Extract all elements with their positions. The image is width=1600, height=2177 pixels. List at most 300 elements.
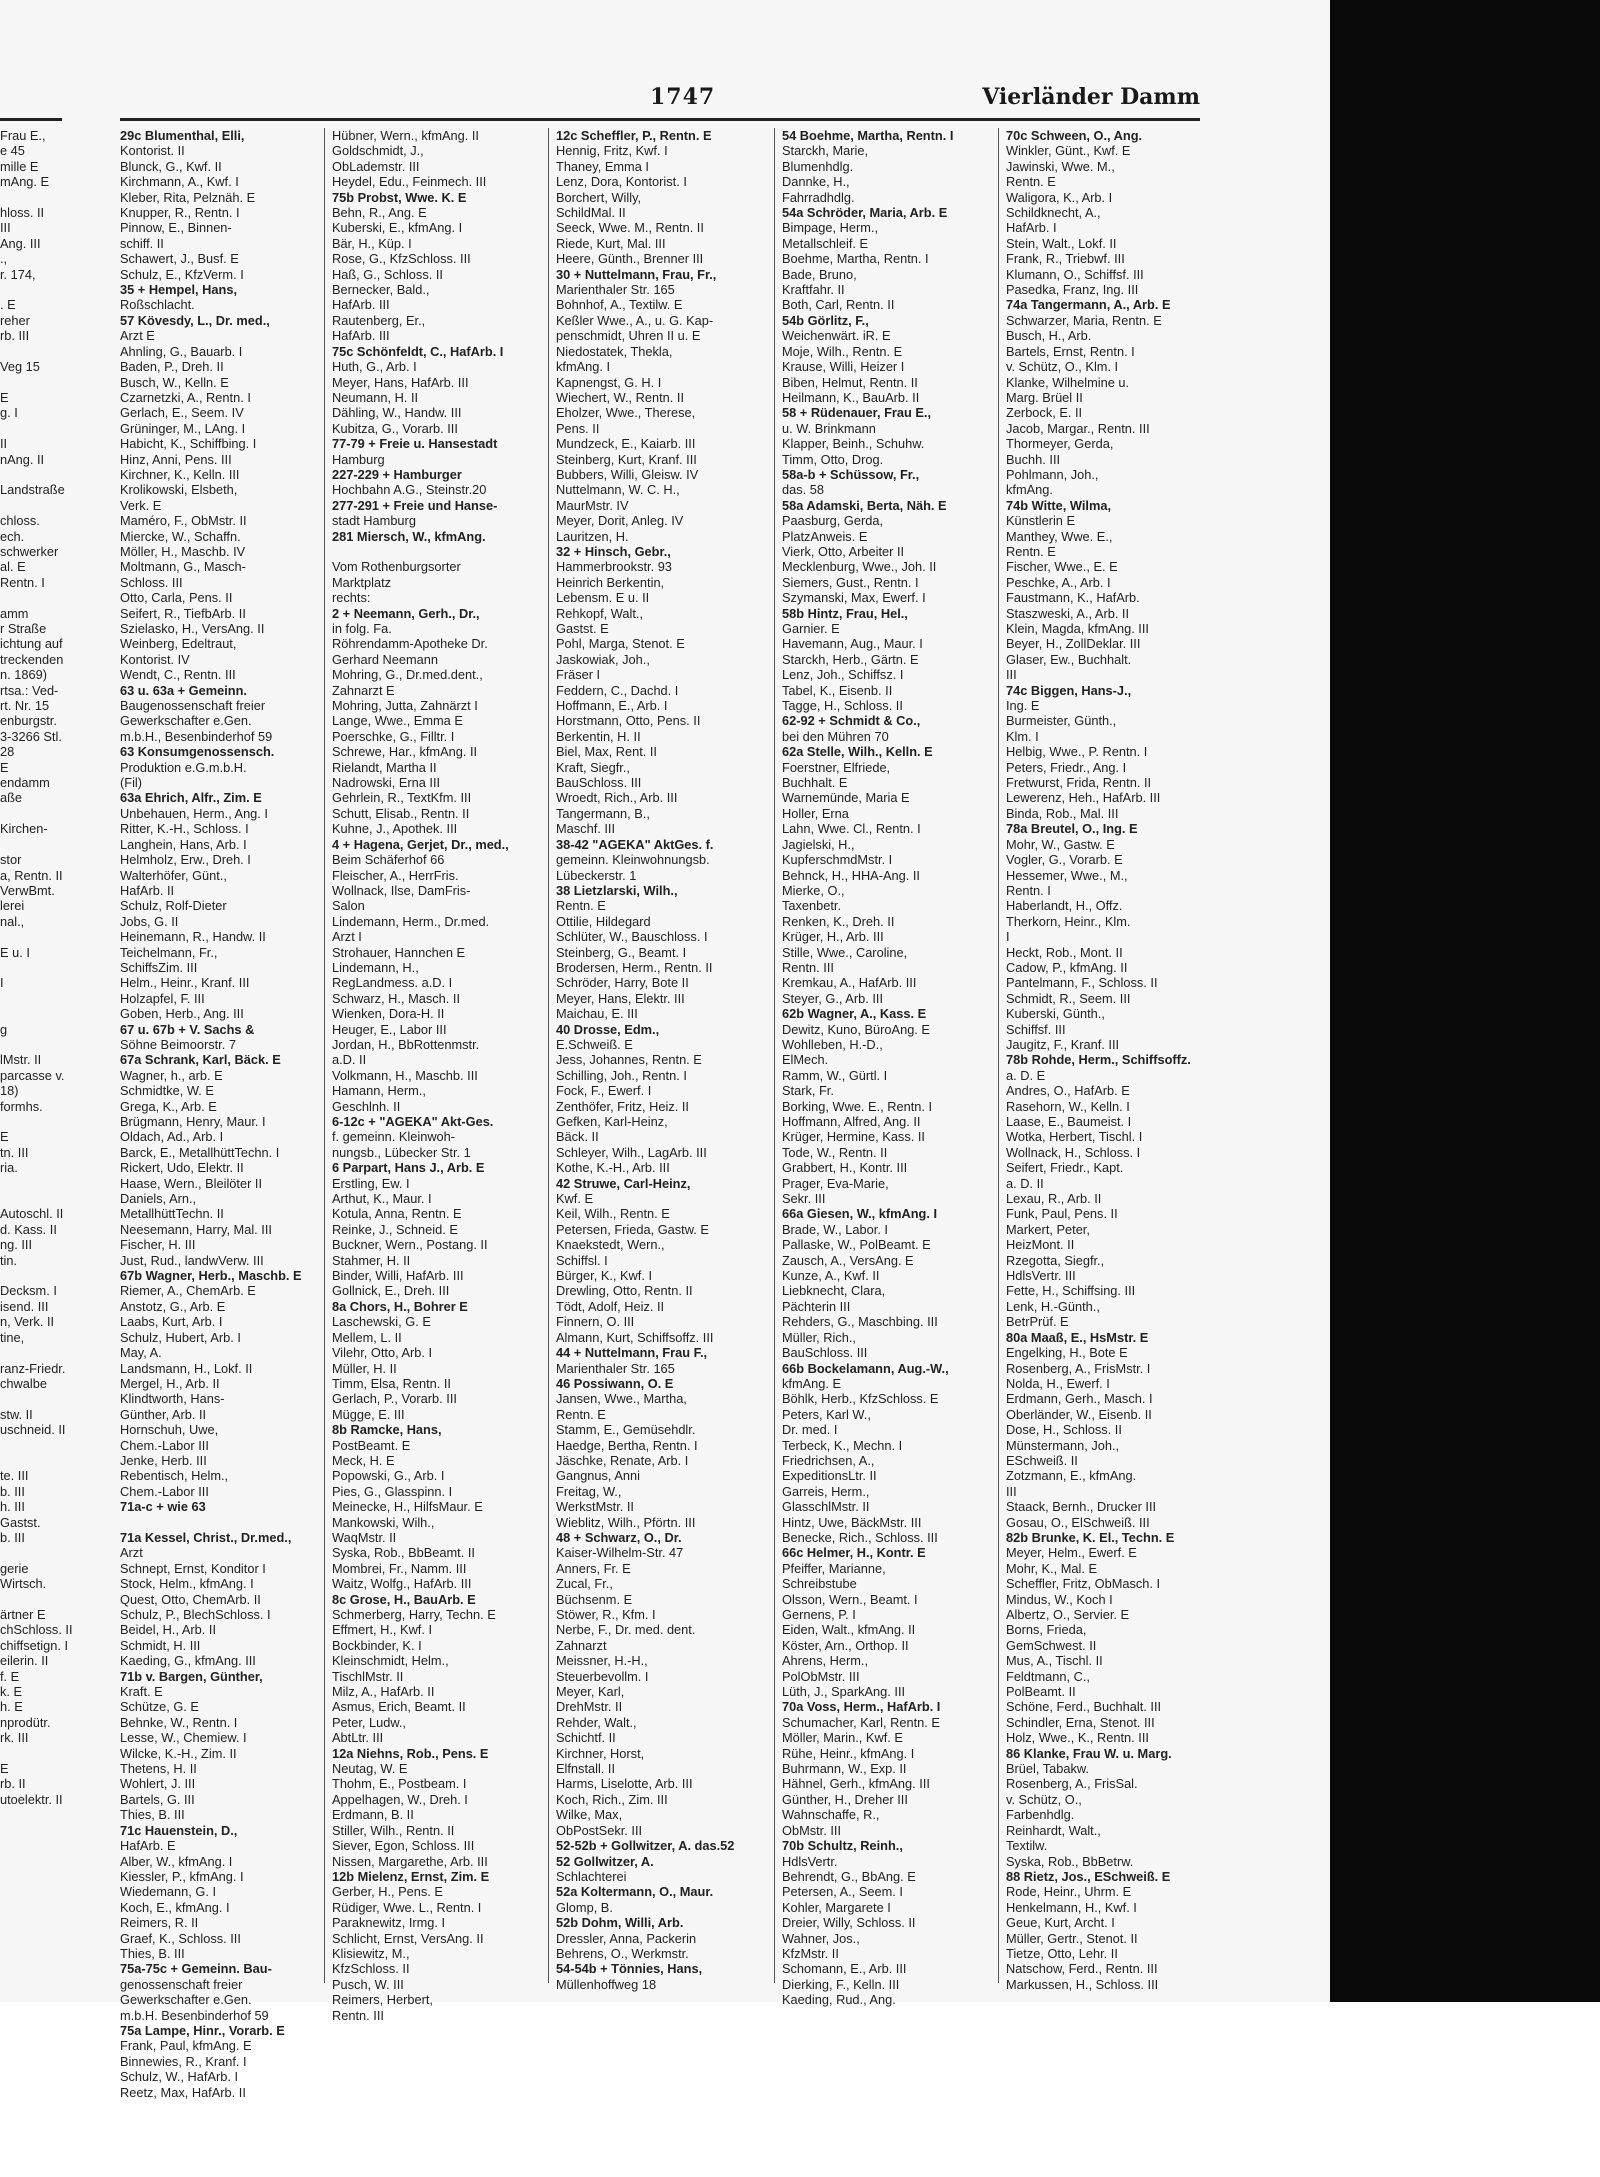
directory-line: Binda, Rob., Mal. III (1006, 805, 1119, 821)
directory-line: SchildMal. II (556, 205, 626, 221)
fragment-line: stw. II (0, 1406, 33, 1422)
fragment-line: mille E (0, 158, 39, 174)
directory-line: Both, Carl, Rentn. II (782, 297, 895, 313)
directory-line: Eiden, Walt., kfmAng. II (782, 1622, 916, 1638)
directory-line: Pies, G., Glasspinn. I (332, 1483, 453, 1499)
directory-line: Baugenossenschaft freier (120, 698, 266, 714)
directory-line: ObPostSekr. III (556, 1822, 643, 1838)
fragment-line: isend. III (0, 1298, 49, 1314)
directory-line: Szymanski, Max, Ewerf. I (782, 590, 926, 606)
fragment-line: r. 174, (0, 266, 36, 282)
directory-line: Arzt I (332, 929, 362, 945)
fragment-line: Veg 15 (0, 359, 40, 375)
directory-line: Rehkopf, Walt., (556, 605, 644, 621)
directory-line: Mus, A., Tischl. II (1006, 1653, 1103, 1669)
directory-line: Mombrei, Fr., Namm. III (332, 1560, 467, 1576)
directory-line: Albertz, O., Servier. E (1006, 1607, 1130, 1622)
directory-line: Thaney, Emma I (556, 158, 649, 174)
fragment-line: Ang. III (0, 235, 41, 251)
directory-line: Jäschke, Renate, Arb. I (556, 1452, 689, 1468)
directory-line: ElMech. (782, 1052, 829, 1068)
directory-line: Müller, Rich., (782, 1329, 856, 1345)
fragment-line: enburgstr. (0, 713, 57, 729)
directory-line: Oberländer, W., Eisenb. II (1006, 1406, 1152, 1422)
directory-line: Olsson, Wern., Beamt. I (782, 1591, 918, 1607)
directory-line: Schreibstube (782, 1576, 857, 1592)
directory-line: Dewitz, Kuno, BüroAng. E (782, 1021, 930, 1037)
fragment-line: Decksm. I (0, 1283, 57, 1299)
directory-line: GlasschlMstr. II (782, 1499, 870, 1515)
column-divider (774, 128, 775, 1983)
directory-line: Warnemünde, Maria E (782, 790, 910, 806)
directory-line: Röhrendamm-Apotheke Dr. (332, 636, 488, 652)
directory-line: Stamm, E., Gemüsehdlr. (556, 1422, 696, 1438)
directory-line: Lauritzen, H. (556, 528, 629, 544)
directory-line: Tabel, K., Eisenb. II (782, 682, 893, 698)
directory-line: stadt Hamburg (332, 513, 416, 529)
directory-line: Zotzmann, E., kfmAng. (1006, 1468, 1137, 1484)
directory-line: KfzMstr. II (782, 1945, 839, 1961)
directory-line: Barck, E., MetallhüttTechn. I (120, 1144, 280, 1160)
directory-line: Keßler Wwe., A., u. G. Kap- (556, 312, 714, 328)
directory-line: 66c Helmer, H., Kontr. E (782, 1545, 926, 1561)
directory-line: Ottilie, Hildegard (556, 913, 651, 929)
directory-line: Schröder, Harry, Bote II (556, 975, 689, 991)
fragment-line: gerie (0, 1560, 29, 1576)
directory-line: Knaekstedt, Wern., (556, 1237, 665, 1253)
directory-line: Manthey, Wwe. E., (1006, 528, 1113, 544)
fragment-line: Landstraße (0, 482, 65, 498)
directory-line: Roßschlacht. (120, 297, 195, 313)
directory-line: Schleyer, Wilh., LagArb. III (556, 1144, 707, 1160)
directory-line: Rode, Heinr., Uhrm. E (1006, 1884, 1132, 1900)
directory-line: Rentn. E (556, 1406, 606, 1422)
directory-line: Salon (332, 898, 365, 914)
directory-line: Lüth, J., SparkAng. III (782, 1684, 906, 1700)
directory-line: Schütze, G. E (120, 1699, 199, 1715)
directory-line: Zerbock, E. II (1006, 405, 1083, 421)
directory-line: Jess, Johannes, Rentn. E (556, 1052, 702, 1068)
directory-line: Zahnarzt (556, 1637, 607, 1653)
directory-line: Hähnel, Gerh., kfmAng. III (782, 1776, 930, 1792)
directory-line: Pens. II (556, 420, 600, 436)
directory-line: Chem.-Labor III (120, 1483, 209, 1499)
directory-line: 70a Voss, Herm., HafArb. I (782, 1699, 941, 1715)
fragment-line: E (0, 759, 9, 775)
fragment-line: k. E (0, 1684, 23, 1700)
directory-line: Neutag, W. E (332, 1761, 408, 1777)
directory-line: Mohring, G., Dr.med.dent., (332, 667, 483, 683)
directory-line: Geue, Kurt, Archt. I (1006, 1915, 1115, 1931)
directory-line: Niedostatek, Thekla, (556, 343, 673, 359)
directory-line: Bohnhof, A., Textilw. E (556, 297, 683, 313)
directory-line: 54b Görlitz, F., (782, 312, 869, 328)
directory-line: Lenk, H.-Günth., (1006, 1298, 1100, 1314)
directory-line: Klisiewitz, M., (332, 1945, 410, 1961)
directory-line: 38-42 "AGEKA" AktGes. f. (556, 836, 714, 852)
directory-line: 71b v. Bargen, Günther, (120, 1668, 263, 1684)
directory-line: Vom Rothenburgsorter (332, 559, 461, 575)
directory-line: Köster, Arn., Orthop. II (782, 1637, 909, 1653)
directory-line: 58 + Rüdenauer, Frau E., (782, 405, 931, 421)
directory-line: Fette, H., Schiffsing. III (1006, 1283, 1136, 1299)
directory-line: a.D. II (332, 1052, 367, 1068)
directory-line: HdlsVertr. (782, 1853, 838, 1869)
directory-line: Heinrich Berkentin, (556, 574, 665, 590)
fragment-line: b. III (0, 1483, 25, 1499)
directory-line: PolObMstr. III (782, 1668, 860, 1684)
directory-line: KupferschmdMstr. I (782, 852, 893, 868)
directory-line: 12b Mielenz, Ernst, Zim. E (332, 1868, 490, 1884)
directory-line: das. 58 (782, 482, 824, 498)
directory-line: Borns, Frieda, (1006, 1622, 1087, 1638)
directory-line: Tangermann, B., (556, 805, 650, 821)
directory-line: Mohr, W., Gastw. E (1006, 836, 1115, 852)
directory-line: Gosau, O., ElSchweiß. III (1006, 1514, 1150, 1530)
directory-line: Kubitza, G., Vorarb. III (332, 420, 458, 436)
fragment-line: E (0, 1129, 9, 1145)
fragment-line: 18) (0, 1083, 19, 1099)
directory-line: 67b Wagner, Herb., Maschb. E (120, 1268, 302, 1284)
directory-line: Lange, Wwe., Emma E (332, 713, 463, 729)
directory-line: 48 + Schwarz, O., Dr. (556, 1529, 682, 1545)
directory-line: Maschf. III (556, 821, 616, 837)
fragment-line: rt. Nr. 15 (0, 698, 50, 714)
directory-line: Tagge, H., Schloss. II (782, 698, 903, 714)
directory-line: HafArb. II (120, 882, 175, 898)
directory-line: Staack, Bernh., Drucker III (1006, 1499, 1157, 1515)
fragment-line: ., (0, 251, 8, 267)
directory-line: Jenke, Herb. III (120, 1452, 207, 1468)
directory-line: Keil, Wilh., Rentn. E (556, 1206, 670, 1222)
directory-line: ExpeditionsLtr. II (782, 1468, 877, 1484)
directory-line: Walterhöfer, Günt., (120, 867, 227, 883)
directory-line: Pasedka, Franz, Ing. III (1006, 282, 1139, 298)
fragment-line (0, 1453, 60, 1468)
directory-line: Feddern, C., Dachd. I (556, 682, 679, 698)
directory-line: Burmeister, Günth., (1006, 713, 1117, 729)
directory-line: Pusch, W. III (332, 1976, 404, 1992)
directory-line: Markussen, H., Schloss. III (1006, 1976, 1159, 1992)
directory-line: Milz, A., HafArb. II (332, 1684, 435, 1700)
directory-line: Schmidtke, W. E (120, 1083, 214, 1099)
directory-line: Anners, Fr. E (556, 1560, 631, 1576)
fragment-line: e 45 (0, 143, 25, 159)
directory-line: Reimers, Herbert, (332, 1992, 433, 2008)
fragment-line (0, 590, 60, 605)
directory-line: 71c Hauenstein, D., (120, 1822, 238, 1838)
fragment-line: rb. III (0, 328, 30, 344)
directory-line: Holz, Wwe., K., Rentn. III (1006, 1730, 1149, 1746)
directory-line: Vierk, Otto, Arbeiter II (782, 543, 905, 559)
fragment-line: endamm (0, 775, 50, 791)
directory-line: 75c Schönfeldt, C., HafArb. I (332, 343, 504, 359)
directory-line: Kirchner, K., Kelln. III (120, 466, 240, 482)
directory-line: Schindler, Erna, Stenot. III (1006, 1714, 1155, 1730)
directory-line: RegLandmess. a.D. I (332, 975, 453, 991)
directory-line: Hornschuh, Uwe, (120, 1422, 219, 1438)
directory-line: Thormeyer, Gerda, (1006, 436, 1114, 452)
directory-line: 35 + Hempel, Hans, (120, 282, 238, 298)
directory-line: Friedrichsen, A., (782, 1452, 875, 1468)
directory-line: Wroedt, Rich., Arb. III (556, 790, 678, 806)
directory-line: Drewling, Otto, Rentn. II (556, 1283, 693, 1299)
fragment-line (0, 344, 60, 359)
directory-line: Foerstner, Elfriede, (782, 759, 891, 775)
directory-line: Kontorist. IV (120, 651, 190, 667)
directory-line: Wohlleben, H.-D., (782, 1036, 883, 1052)
directory-line: Lindemann, H., (332, 959, 419, 975)
directory-line: Müllenhoffweg 18 (556, 1976, 657, 1992)
directory-line: Meyer, Karl, (556, 1684, 625, 1700)
directory-line: HdlsVertr. III (1006, 1268, 1076, 1284)
directory-line: 86 Klanke, Frau W. u. Marg. (1006, 1745, 1172, 1761)
directory-line: WaqMstr. II (332, 1529, 397, 1545)
directory-line: Natschow, Ferd., Rentn. III (1006, 1961, 1158, 1977)
directory-line: Graef, K., Schloss. III (120, 1930, 241, 1946)
page-number: 1747 (650, 84, 716, 110)
directory-line: Renken, K., Dreh. II (782, 913, 895, 929)
directory-line: 38 Lietzlarski, Wilh., (556, 882, 678, 898)
directory-line: Kapnengst, G. H. I (556, 374, 662, 390)
directory-line: Feldtmann, C., (1006, 1668, 1090, 1684)
directory-line: Geschlnh. II (332, 1098, 401, 1114)
directory-line: ObMstr. III (782, 1822, 842, 1838)
column-divider (324, 128, 325, 1983)
directory-line: Erstling, Ew. I (332, 1175, 410, 1191)
directory-line: Maichau, E. III (556, 1006, 638, 1022)
directory-line: Koch, E., kfmAng. I (120, 1899, 230, 1915)
directory-line: Schildknecht, A., (1006, 205, 1101, 221)
directory-line: Hamann, Herm., (332, 1083, 426, 1099)
directory-line: Rentn. III (782, 959, 834, 975)
directory-line: Grega, K., Arb. E (120, 1098, 217, 1114)
directory-line: Behnke, W., Rentn. I (120, 1714, 238, 1730)
directory-line: Seifert, R., TiefbArb. II (120, 605, 246, 621)
fragment-line (0, 960, 60, 975)
directory-line: Strohauer, Hannchen E (332, 944, 466, 960)
directory-line: Schomann, E., Arb. III (782, 1961, 907, 1977)
directory-line: Müller, H. II (332, 1360, 397, 1376)
directory-line: kfmAng. (1006, 482, 1053, 498)
directory-line: 88 Rietz, Jos., ESchweiß. E (1006, 1868, 1171, 1884)
directory-line: 63a Ehrich, Alfr., Zim. E (120, 790, 262, 806)
directory-line: Peters, Friedr., Ang. I (1006, 759, 1127, 775)
directory-line: Meck, H. E (332, 1452, 395, 1468)
directory-line: Zenthöfer, Fritz, Heiz. II (556, 1098, 689, 1114)
directory-line: Wienken, Dora-H. II (332, 1006, 445, 1022)
running-head: Vierländer Damm (982, 84, 1200, 110)
directory-line: u. W. Brinkmann (782, 420, 876, 436)
fragment-line: ng. III (0, 1237, 33, 1253)
fragment-line (0, 1746, 60, 1761)
directory-line: Terbeck, K., Mechn. I (782, 1437, 903, 1453)
directory-line: KfzSchloss. II (332, 1961, 410, 1977)
directory-line: Klumann, O., Schiffsf. III (1006, 266, 1144, 282)
directory-line: Heydel, Edu., Feinmech. III (332, 174, 487, 190)
directory-line: Lindemann, Herm., Dr.med. (332, 913, 490, 929)
directory-line: Bartels, Ernst, Rentn. I (1006, 343, 1135, 359)
left-page-fragment (0, 128, 73, 1983)
fragment-line: g. I (0, 405, 18, 421)
directory-line: Reimers, R. II (120, 1915, 199, 1931)
directory-line: Huth, G., Arb. I (332, 359, 417, 375)
directory-line: Mecklenburg, Wwe., Joh. II (782, 559, 937, 575)
fragment-line: nprodütr. (0, 1714, 51, 1730)
directory-line: HafArb. I (1006, 220, 1057, 236)
directory-line: Wollnack, Ilse, DamFris- (332, 882, 471, 898)
fragment-line (0, 190, 60, 205)
directory-line: Wiechert, W., Rentn. II (556, 389, 685, 405)
fragment-line: lerei (0, 898, 25, 914)
directory-line: Tietze, Otto, Lehr. II (1006, 1945, 1118, 1961)
fragment-line: tine, (0, 1329, 25, 1345)
directory-line: HafArb. E (120, 1838, 176, 1854)
directory-line: Haedge, Bertha, Rentn. I (556, 1437, 698, 1453)
directory-line: Anstotz, G., Arb. E (120, 1298, 226, 1314)
fragment-line: b. III (0, 1529, 25, 1545)
directory-line: Dressler, Anna, Packerin (556, 1930, 697, 1946)
directory-line: Schulz, P., BlechSchloss. I (120, 1607, 271, 1622)
directory-line: Schwarz, H., Masch. II (332, 990, 461, 1006)
directory-line: Haberlandt, H., Offz. (1006, 898, 1123, 914)
fragment-line: tn. III (0, 1144, 29, 1160)
directory-line: 8c Grose, H., BauArb. E (332, 1591, 476, 1607)
directory-line: Habicht, K., Schiffbing. I (120, 436, 257, 452)
directory-line (332, 544, 542, 559)
fragment-line: d. Kass. II (0, 1221, 57, 1237)
directory-line: Hochbahn A.G., Steinstr.20 (332, 482, 487, 498)
directory-line: Scheffler, Fritz, ObMasch. I (1006, 1576, 1161, 1592)
directory-line: Wendt, C., Rentn. III (120, 667, 236, 683)
directory-line: 44 + Nuttelmann, Frau F., (556, 1345, 708, 1361)
directory-line: Wotka, Herbert, Tischl. I (1006, 1129, 1143, 1145)
directory-line: Just, Rud., landwVerw. III (120, 1252, 264, 1268)
directory-line: Eholzer, Wwe., Therese, (556, 405, 696, 421)
directory-line: Funk, Paul, Pens. II (1006, 1206, 1118, 1222)
directory-line: Bimpage, Herm., (782, 220, 879, 236)
directory-line: Günther, H., Dreher III (782, 1791, 908, 1807)
directory-line: SchiffsZim. III (120, 959, 198, 975)
fragment-line: f. E (0, 1668, 20, 1684)
directory-line: m.b.H. Besenbinderhof 59 (120, 2007, 269, 2023)
fragment-line: stor (0, 852, 22, 868)
directory-line: 277-291 + Freie und Hanse- (332, 497, 498, 513)
directory-line: Schiffsf. III (1006, 1021, 1066, 1037)
directory-line: Farbenhdlg. (1006, 1807, 1075, 1823)
directory-line: Faustmann, K., HafArb. (1006, 590, 1140, 606)
directory-line: penschmidt, Uhren II u. E (556, 328, 701, 344)
directory-line: Verk. E (120, 497, 162, 513)
fragment-line: eilerin. II (0, 1653, 49, 1669)
directory-line: Liebknecht, Clara, (782, 1283, 886, 1299)
fragment-line (0, 806, 60, 821)
directory-line: Hübner, Wern., kfmAng. II (332, 128, 479, 143)
directory-line: 227-229 + Hamburger (332, 466, 462, 482)
fragment-line: aße (0, 790, 23, 806)
column-divider (998, 128, 999, 1983)
directory-line: Riemer, A., ChemArb. E (120, 1283, 256, 1299)
directory-line: Schichtf. II (556, 1730, 616, 1746)
directory-line: Holzapfel, F. III (120, 990, 205, 1006)
fragment-line: ech. (0, 528, 25, 544)
fragment-line: chSchloss. II (0, 1622, 73, 1638)
directory-line: Beim Schäferhof 66 (332, 852, 445, 868)
left-header-rule (0, 118, 62, 121)
directory-line: GemSchwest. II (1006, 1637, 1097, 1653)
directory-line: Otto, Carla, Pens. II (120, 590, 233, 606)
directory-line: Krolikowski, Elsbeth, (120, 482, 238, 498)
directory-line: Elfnstall. II (556, 1761, 616, 1777)
directory-line: May, A. (120, 1345, 162, 1361)
fragment-line: ranz-Friedr. (0, 1360, 66, 1376)
directory-line: Jaugitz, F., Kranf. III (1006, 1036, 1120, 1052)
directory-line: 29c Blumenthal, Elli, (120, 128, 245, 143)
directory-line: 78b Rohde, Herm., Schiffsoffz. (1006, 1052, 1191, 1068)
directory-line: 32 + Hinsch, Gebr., (556, 543, 671, 559)
directory-line: PlatzAnweis. E (782, 528, 868, 544)
directory-line: schiff. II (120, 235, 164, 251)
directory-line: Mohr, K., Mal. E (1006, 1560, 1098, 1576)
directory-line: Knupper, R., Rentn. I (120, 205, 240, 221)
directory-line: Buckner, Wern., Postang. II (332, 1237, 488, 1253)
directory-line: AbtLtr. III (332, 1730, 384, 1746)
directory-line: 6-12c + "AGEKA" Akt-Ges. (332, 1114, 494, 1129)
directory-line: Stiller, Wilh., Rentn. II (332, 1822, 455, 1838)
directory-line: Nuttelmann, W. C. H., (556, 482, 680, 498)
directory-line: Mankowski, Wilh., (332, 1514, 435, 1530)
directory-line: Henkelmann, H., Kwf. I (1006, 1899, 1137, 1915)
fragment-line: I (0, 975, 4, 991)
directory-line: 67 u. 67b + V. Sachs & (120, 1021, 255, 1037)
directory-line: 42 Struwe, Carl-Heinz, (556, 1175, 691, 1191)
directory-line: Rebentisch, Helm., (120, 1468, 229, 1484)
directory-line: Berkentin, H. II (556, 728, 641, 744)
directory-line: Kaeding, Rud., Ang. (782, 1992, 896, 2008)
directory-column-4 (782, 128, 992, 2008)
directory-line: Kaiser-Wilhelm-Str. 47 (556, 1545, 684, 1561)
fragment-line (0, 1191, 60, 1206)
directory-line: Wiedemann, G. I (120, 1884, 217, 1900)
directory-line: Asmus, Erich, Beamt. II (332, 1699, 466, 1715)
directory-line: Binnewies, R., Kranf. I (120, 2053, 247, 2069)
directory-line: Kunze, A., Kwf. II (782, 1268, 880, 1284)
directory-line: Behrendt, G., BbAng. E (782, 1868, 916, 1884)
directory-line: m.b.H., Besenbinderhof 59 (120, 728, 273, 744)
directory-line: Fischer, H. III (120, 1237, 196, 1253)
directory-line: Helbig, Wwe., P. Rentn. I (1006, 744, 1148, 760)
directory-line: Stille, Wwe., Caroline, (782, 944, 908, 960)
fragment-line: lMstr. II (0, 1052, 42, 1068)
fragment-line: n. 1869) (0, 667, 47, 683)
directory-line: 281 Miersch, W., kfmAng. (332, 528, 486, 544)
directory-line: Volkmann, H., Maschb. III (332, 1067, 478, 1083)
directory-line: Engelking, H., Bote E (1006, 1345, 1128, 1361)
directory-line: Lahn, Wwe. Cl., Rentn. I (782, 821, 921, 837)
directory-line: f. gemeinn. Kleinwoh- (332, 1129, 456, 1145)
directory-line: Reinhardt, Walt., (1006, 1822, 1101, 1838)
directory-line: Rentn. III (332, 2007, 384, 2023)
fragment-line: reher (0, 312, 30, 328)
directory-line: Effmert, H., Kwf. I (332, 1622, 433, 1638)
directory-line: rechts: (332, 590, 371, 606)
directory-line: MetallhüttTechn. II (120, 1206, 224, 1222)
directory-column-5 (1006, 128, 1202, 1992)
fragment-line: Rentn. I (0, 574, 45, 590)
fragment-line (0, 837, 60, 852)
directory-line: Hoffmann, Alfred, Ang. II (782, 1114, 921, 1129)
directory-line: Hintz, Uwe, BäckMstr. III (782, 1514, 922, 1530)
